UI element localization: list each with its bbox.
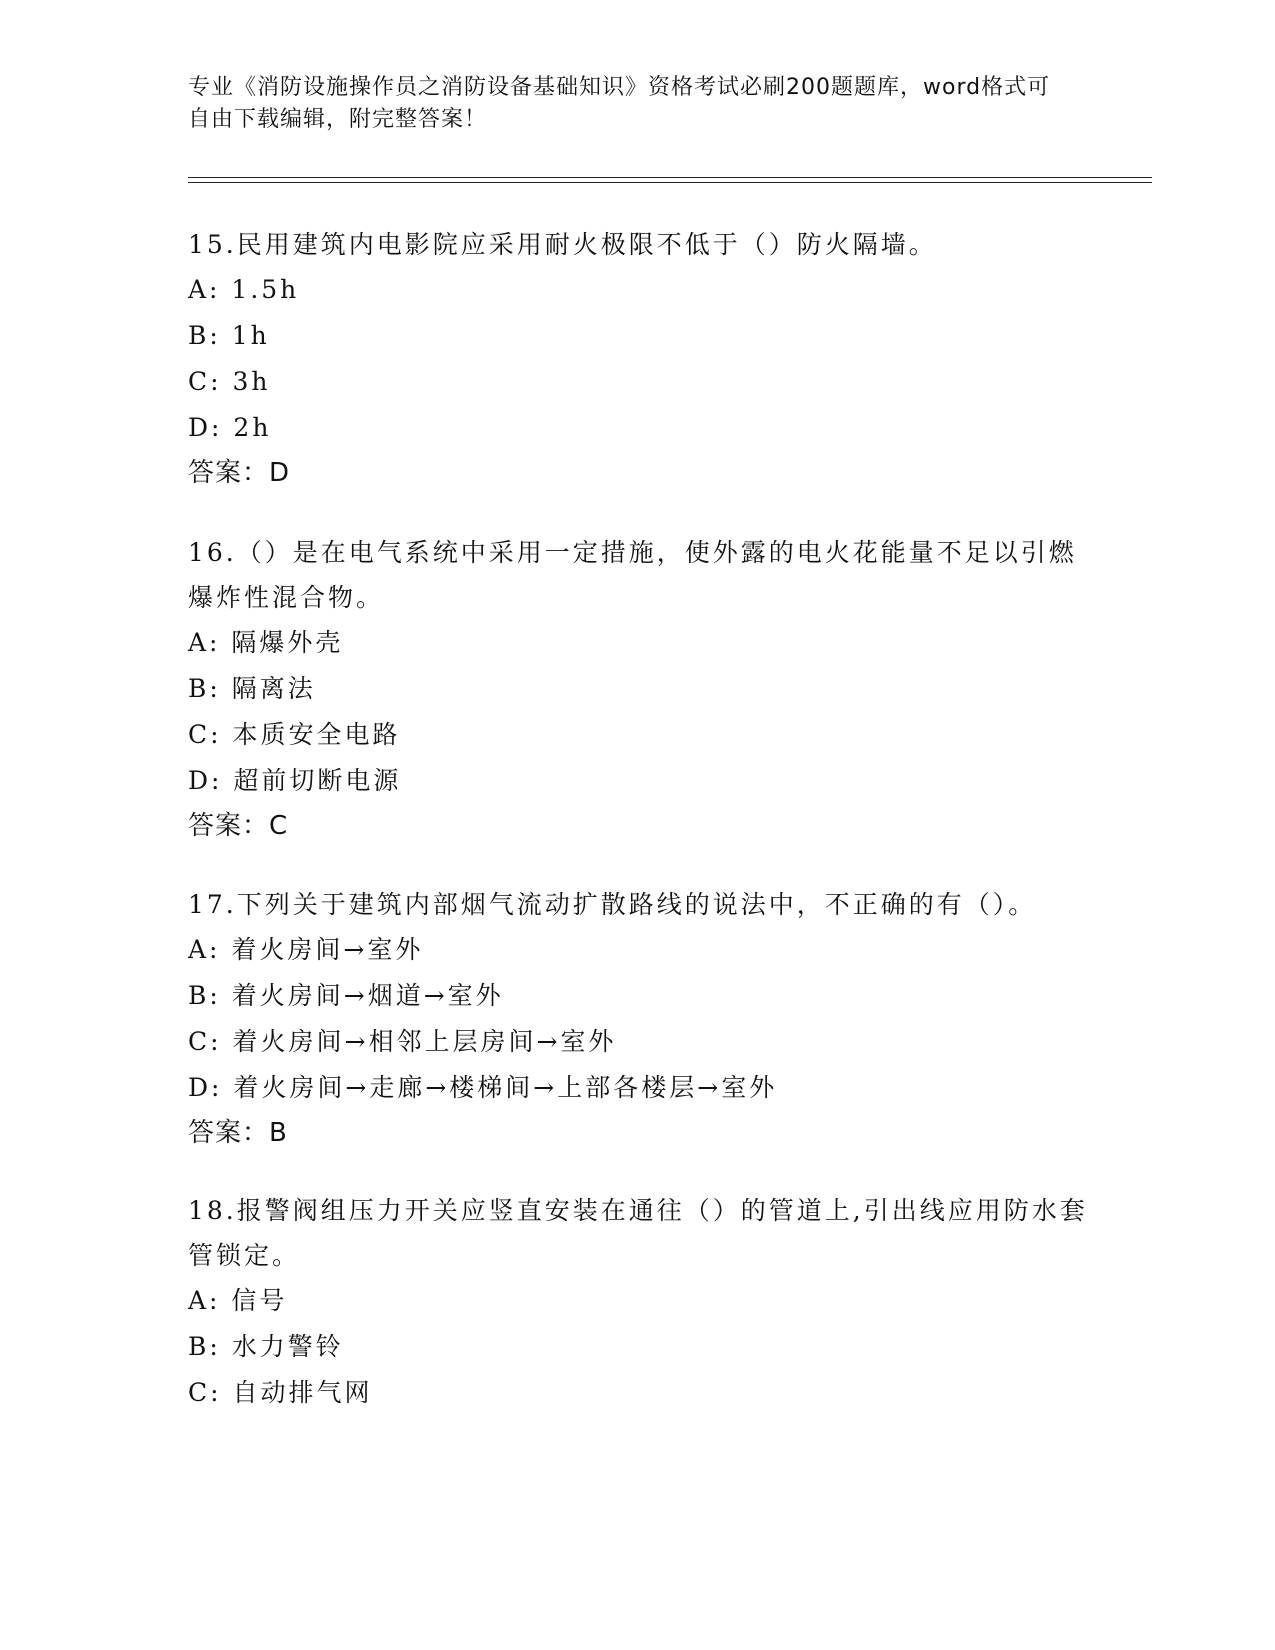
question-stem: 18.报警阀组压力开关应竖直安装在通往（）的管道上,引出线应用防水套管锁定。 <box>188 1196 1088 1270</box>
option-c: C: 着火房间→相邻上层房间→室外 <box>188 1027 617 1056</box>
question-16 <box>188 530 1088 848</box>
option-a: A: 信号 <box>188 1286 288 1315</box>
option-d: D: 超前切断电源 <box>188 766 402 795</box>
document-header: 专业《消防设施操作员之消防设备基础知识》资格考试必刷200题题库，word格式可自由下载编辑，附完整答案！ <box>188 75 1051 132</box>
option-a: A: 隔爆外壳 <box>188 628 344 657</box>
option-d: D: 着火房间→走廊→楼梯间→上部各楼层→室外 <box>188 1073 778 1102</box>
option-d: D: 2h <box>188 413 272 442</box>
question-stem: 17.下列关于建筑内部烟气流动扩散路线的说法中，不正确的有（）。 <box>188 890 1037 919</box>
option-c: C: 3h <box>188 367 271 396</box>
option-b: B: 1h <box>188 321 270 350</box>
option-c: C: 本质安全电路 <box>188 720 401 749</box>
option-a: A: 着火房间→室外 <box>188 935 424 964</box>
header-divider-top <box>188 177 1152 178</box>
question-15 <box>188 222 1088 495</box>
answer: 答案：D <box>188 458 291 488</box>
question-17 <box>188 882 1088 1155</box>
question-18 <box>188 1188 1088 1416</box>
question-stem: 15.民用建筑内电影院应采用耐火极限不低于（）防火隔墙。 <box>188 230 937 259</box>
question-stem: 16.（）是在电气系统中采用一定措施，使外露的电火花能量不足以引燃爆炸性混合物。 <box>188 538 1077 612</box>
option-b: B: 着火房间→烟道→室外 <box>188 981 504 1010</box>
option-b: B: 隔离法 <box>188 674 316 703</box>
header-divider-bottom <box>188 182 1152 183</box>
answer: 答案：C <box>188 811 289 841</box>
option-b: B: 水力警铃 <box>188 1332 344 1361</box>
option-a: A: 1.5h <box>188 275 300 304</box>
option-c: C: 自动排气网 <box>188 1378 373 1407</box>
answer: 答案：B <box>188 1118 288 1148</box>
